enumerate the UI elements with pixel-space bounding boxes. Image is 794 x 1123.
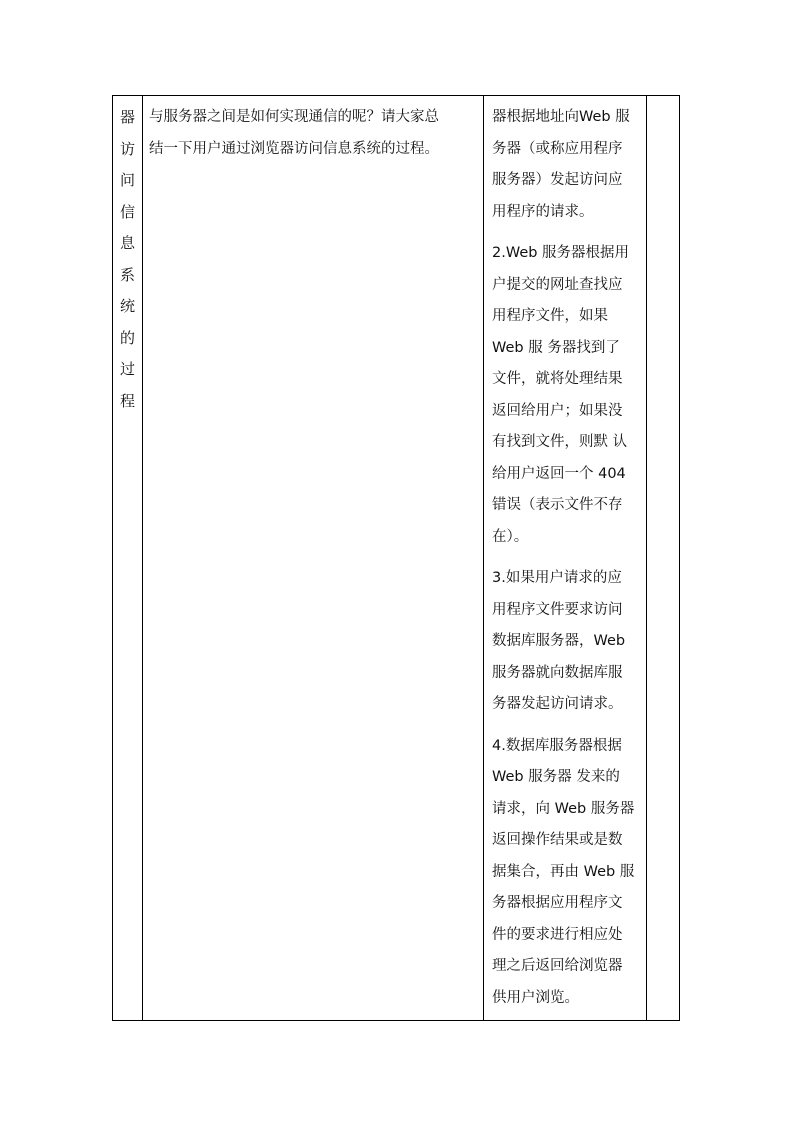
answer-line: 服务器）发起访问应 <box>492 172 623 188</box>
answer-line: 错误（表示文件不存 <box>492 497 623 513</box>
question-cell <box>149 102 475 165</box>
answer-paragraph <box>492 238 648 553</box>
vertical-title-char: 器 <box>119 108 135 126</box>
answer-line: 用程序文件，如果 <box>492 308 608 324</box>
answer-line: 文件，就将处理结果 <box>492 371 623 387</box>
answer-line: 请求，向 Web 服务器 <box>492 800 635 817</box>
vertical-title-cell <box>113 102 142 417</box>
column-divider <box>142 96 143 1020</box>
answer-line: Web 服 务器找到了 <box>492 339 620 356</box>
answer-line: 供用户浏览。 <box>492 989 579 1006</box>
answer-line: 给用户返回一个 404 <box>492 465 626 482</box>
vertical-title-char: 系 <box>119 265 135 284</box>
question-line: 结一下用户通过浏览器访问信息系统的过程。 <box>149 140 439 157</box>
vertical-title-char: 信 <box>119 202 135 221</box>
answer-paragraph <box>492 731 648 1015</box>
answer-line: 件的要求进行相应处 <box>492 926 623 943</box>
answer-line: 返回操作结果或是数 <box>492 832 623 848</box>
answer-line: 4.数据库服务器根据 <box>492 737 622 754</box>
vertical-title-char: 息 <box>119 234 135 252</box>
answer-line: 器根据地址向Web 服 <box>492 109 630 125</box>
answer-line: 理之后返回给浏览器 <box>492 958 623 974</box>
vertical-title-char: 过 <box>119 360 135 378</box>
column-divider <box>483 96 484 1020</box>
answer-line: Web 服务器 发来的 <box>492 769 620 785</box>
answer-line: 据集合，再由 Web 服 <box>492 863 635 880</box>
vertical-title-char: 问 <box>119 171 135 189</box>
vertical-title-char: 访 <box>119 139 135 158</box>
answer-line: 在）。 <box>492 528 529 545</box>
answer-line: 务器根据应用程序文 <box>492 895 623 911</box>
answer-cell <box>492 102 648 1024</box>
answer-paragraph <box>492 102 648 228</box>
answer-line: 3.如果用户请求的应 <box>492 570 622 586</box>
answer-line: 有找到文件，则默 认 <box>492 434 628 450</box>
vertical-title-char: 的 <box>119 328 135 347</box>
answer-line: 用程序的请求。 <box>492 203 594 220</box>
answer-paragraph <box>492 563 648 721</box>
answer-line: 数据库服务器，Web <box>492 633 626 649</box>
vertical-title-char: 程 <box>119 391 135 410</box>
content-table <box>112 95 680 1021</box>
answer-line: 返回给用户；如果没 <box>492 402 623 419</box>
vertical-title-char: 统 <box>119 297 135 315</box>
answer-line: 务器（或称应用程序 <box>492 140 623 157</box>
question-line: 与服务器之间是如何实现通信的呢？请大家总 <box>149 109 439 125</box>
answer-line: 用程序文件要求访问 <box>492 601 623 618</box>
answer-line: 务器发起访问请求。 <box>492 696 623 712</box>
answer-line: 服务器就向数据库服 <box>492 664 623 681</box>
answer-line: 户提交的网址查找应 <box>492 276 623 293</box>
answer-line: 2.Web 服务器根据用 <box>492 245 630 261</box>
